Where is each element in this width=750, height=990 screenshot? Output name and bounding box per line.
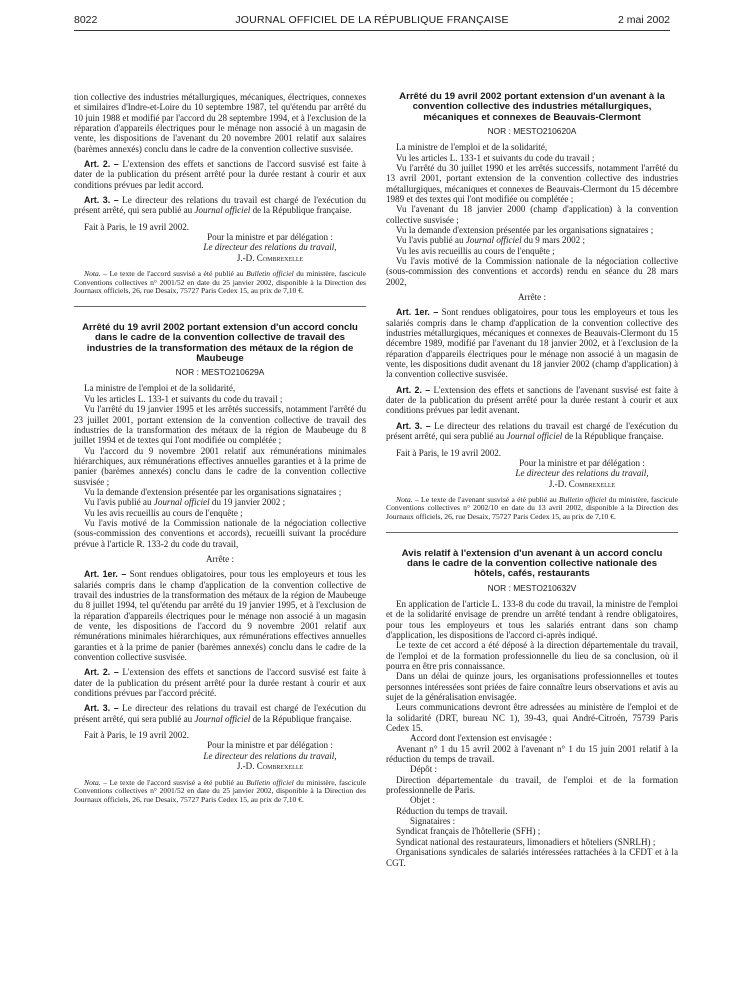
signatory-name: J.-D. Combrexelle [548,478,616,489]
visa-line [74,497,366,507]
article-text: L'extension des effets et sanctions de l'avenant susvisé est faite à dater de la publication du présent arrêté pour la durée restant à courir et aux conditions prévues par ledit avenant. [386,384,678,416]
nota-label: Nota. [396,494,413,504]
signature-line: Pour la ministre et par délégation : [207,232,333,243]
visa-line: Vu l'arrêté du 30 juillet 1990 et les arrêtés successifs, notamment l'arrêté du 13 avril 2001, portant extension de la convention collective des industries métallurgiques, mécaniques et connexes de Beauvais-Clermont du 15 décembre 1989 et des textes qui l'ont modifiée ou complétée ; [386,162,678,204]
signatory-name: J.-D. Combrexelle [236,252,304,263]
visa-line: Vu les avis recueillis au cours de l'enquête ; [84,507,243,518]
page-number: 8022 [74,14,98,26]
article-label: Art. 1er. – [84,569,127,580]
article-text: de la République française. [252,713,352,724]
objet-label: Objet : [410,795,436,806]
signatory-name: J.-D. Combrexelle [236,761,304,772]
visa-line: Vu l'accord du 9 novembre 2001 relatif aux rémunérations minimales hiérarchiques, aux rémunérations effectives annuelles garanties et à la prime de panier (barèmes annexés) conclu dans le cadre de la convention collective susvisée ; [74,445,366,487]
journal-title: JOURNAL OFFICIEL DE LA RÉPUBLIQUE FRANÇAISE [235,14,509,26]
journal-reference: Journal officiel [506,431,563,442]
article-1 [74,569,366,662]
signataire-item: Organisations syndicales de salariés intéressées rattachées à la CFDT et à la CGT. [386,847,678,868]
arrete-title: Arrêté du 19 avril 2002 portant extension d'un avenant à la convention collective des industries métallurgiques, mécaniques et connexes de Beauvais-Clermont [399,91,665,123]
signataire-item: Syndicat national des restaurateurs, limonadiers et hôteliers (SNRLH) ; [396,836,656,847]
nota-label: Nota. [84,269,101,279]
article-text: L'extension des effets et sanctions de l'accord susvisé est faite à dater de la publication du présent arrêté pour la durée restant à courir et aux conditions prévues par ledit accord. [74,159,366,190]
objet-text: Réduction du temps de travail. [396,805,508,816]
signataire-item: Syndicat français de l'hôtellerie (SFH) ; [396,826,541,837]
visa-line: La ministre de l'emploi et de la solidarité, [396,142,548,153]
signatory-title: Le directeur des relations du travail, [203,242,337,253]
arrete-heading: Arrête : [517,292,547,303]
issue-date: 2 mai 2002 [618,14,670,26]
signataires-label: Signataires : [410,816,456,827]
article-3 [386,421,678,442]
avis-paragraph: Leurs communications devront être adressées au ministère de l'emploi et de la solidarité (DRT, bureau NC 1), 39-43, quai André-Citroën, 75739 Paris Cedex 15. [386,702,678,734]
nor-reference: NOR : MESTO210632V [487,582,577,593]
avis-title: Avis relatif à l'extension d'un avenant à un accord conclu dans le cadre de la convention collective nationale des hôtels, cafés, restaurants [401,547,663,580]
visa-text: du 9 mars 2002 ; [523,235,586,246]
arrete-title: Arrêté du 19 avril 2002 portant extension d'un accord conclu dans le cadre de la convention collective de travail des industries de la transformation des métaux de la région de Maubeuge [82,321,358,364]
avis-paragraph: Avenant n° 1 du 15 avril 2002 à l'avenant n° 1 du 15 juin 2001 relatif à la réduction du temps de travail. [386,743,678,765]
bulletin-reference: Bulletin officiel [246,269,294,279]
nota-text: du ministère, fascicule Conventions collectives n° 2001/52 en date du 25 janvier 2002, disponible à la Direction des Journaux officiels, 26, rue Desaix, 75727 Paris Cedex 15, au prix de 7,10 €. [74,777,366,804]
article-label: Art. 2. – [396,384,431,395]
journal-reference: Journal officiel [194,713,251,724]
article-2 [74,667,366,698]
nor-reference: NOR : MESTO210629A [175,367,265,378]
signature-place-date: Fait à Paris, le 19 avril 2002. [396,447,502,458]
section-divider [386,522,678,533]
article-text: L'extension des effets et sanctions de l'accord susvisé est faite à dater de la publication du présent arrêté pour la durée restant à courir et aux conditions prévues par l'accord précité. [74,667,366,699]
depot-text: Direction départementale du travail, de l'emploi et de la formation professionnelle de Paris. [386,774,678,796]
article-text: Sont rendues obligatoires, pour tous les employeurs et tous les salariés compris dans le champ d'application de la convention collective de travail des industries de la transformation des métaux de la région de Maubeuge du 8 juillet 1994, tel qu'étendu par arrêté du 19 janvier 1995, et à l'exclusion de la réparation d'appareils électriques pour le ménage non associé à un magasin de vente, les dispositions de l'accord du 9 novembre 2001 relatif aux rémunérations minimales hiérarchiques, aux rémunérations effectives annuelles garanties et à la prime de panier (barèmes annexés) conclu dans le cadre de la convention collective susvisée. [74,569,366,663]
signature-line: Pour la ministre et par délégation : [519,457,645,468]
article-text: Sont rendues obligatoires, pour tous les employeurs et tous les salariés compris dans le champ d'application de la convention collective des industries métallurgiques, mécaniques et connexes de Beauvais-Clermont du 15 décembre 1989, modifié par l'avenant du 18 janvier 2002, et à l'exclusion de la réparation d'appareils électriques pour le ménage non associé à un magasin de vente, les dispositions dudit avenant du 18 janvier 2002 (champ d'application) à la convention collective susvisée. [386,307,678,380]
article-3 [74,195,366,216]
visa-line: Vu les articles L. 133-1 et suivants du code du travail ; [84,393,283,404]
page-header [74,14,670,31]
article-2 [74,159,366,190]
article-3 [74,703,366,724]
nota-note [386,496,678,522]
avis-paragraph: En application de l'article L. 133-8 du code du travail, la ministre de l'emploi et de la solidarité envisage de prendre un arrêté tendant à rendre obligatoires, pour tous les employeurs et tous les salariés entrant dans son champ d'application, les dispositions de l'accord ci-après indiqué. [386,598,678,640]
journal-reference: Journal officiel [194,205,251,216]
article-label: Art. 3. – [396,420,431,431]
nota-text: – Le texte de l'accord susvisé a été publié au [103,777,244,787]
nota-text: – Le texte de l'accord susvisé a été publié au [103,269,244,279]
article-label: Art. 3. – [84,195,119,206]
visa-line: Vu les articles L. 133-1 et suivants du code du travail ; [396,152,595,163]
article-label: Art. 1er. – [396,307,439,318]
nota-label: Nota. [84,777,101,787]
article-text: de la République française. [564,431,664,442]
visa-text: Vu l'avis publié au [84,497,152,508]
signature-line: Pour la ministre et par délégation : [207,740,333,751]
article-text: de la République française. [252,205,352,216]
visa-line: Vu l'avenant du 18 janvier 2000 (champ d'application) à la convention collective susvisée ; [386,204,678,225]
visa-line [386,235,678,245]
bulletin-reference: Bulletin officiel [558,494,607,504]
avis-paragraph: Le texte de cet accord a été déposé à la direction départementale du travail, de l'emploi et de la formation professionnelle du lieu de sa conclusion, où il pourra en être pris connaissance. [386,640,678,671]
visa-line: Vu l'avis motivé de la Commission nationale de la négociation collective (sous-commission des conventions et accords) rendu en séance du 28 mars 2002, [386,256,678,287]
continued-text: tion collective des industries métallurgiques, mécaniques, électriques, connexes et similaires d'Indre-et-Loire du 10 septembre 1987, tel qu'étendu par arrêté du 10 juin 1988 et modifié par l'accord du 28 septembre 1994, et à l'exclusion de la réparation d'appareils électriques pour le ménage non associé à un magasin de vente, les dispositions de l'avenant du 20 novembre 2001 relatif aux salaires (barèmes annexés) conclu dans le cadre de la convention collective susvisée. [74,92,366,154]
avis-paragraph: Dans un délai de quinze jours, les organisations professionnelles et toutes personnes intéressées sont priées de faire connaître leurs observations et avis au sujet de la généralisation envisagée. [386,671,678,702]
bulletin-reference: Bulletin officiel [246,777,294,787]
visa-line: Vu la demande d'extension présentée par les organisations signataires ; [396,224,654,235]
article-text: Le directeur des relations du travail est chargé de l'exécution du présent arrêté, qui sera publié au [386,420,678,442]
article-2 [386,385,678,416]
nor-reference: NOR : MESTO210620A [487,125,577,136]
nota-note [74,779,366,805]
article-1 [386,307,678,379]
visa-line: La ministre de l'emploi et de la solidarité, [84,383,236,394]
depot-label: Dépôt : [410,764,438,775]
visa-line: Vu la demande d'extension présentée par les organisations signataires ; [84,486,342,497]
visa-text: Vu l'avis publié au [396,235,464,246]
nota-text: – Le texte de l'avenant susvisé a été publié au [414,494,557,504]
right-column [386,92,678,868]
nota-note [74,270,366,296]
article-label: Art. 3. – [84,703,119,714]
article-text: Le directeur des relations du travail est chargé de l'exécution du présent arrêté, qui sera publié au [74,703,366,724]
signatory-title: Le directeur des relations du travail, [203,750,337,761]
visa-text: du 19 janvier 2002 ; [211,497,286,508]
signatory-title: Le directeur des relations du travail, [515,468,649,479]
article-text: Le directeur des relations du travail est chargé de l'exécution du présent arrêté, qui sera publié au [74,195,366,216]
article-label: Art. 2. – [84,667,119,678]
visa-line: Vu l'avis motivé de la Commission nationale de la négociation collective (sous-commission des conventions et accords), recueilli suivant la procédure prévue à l'article R. 133-2 du code du travail, [74,517,366,549]
nota-text: du ministère, fascicule Conventions collectives n° 2002/10 en date du 13 avril 2002, disponible à la Direction des Journaux officiels, 26, rue Desaix, 75727 Paris Cedex 15, au prix de 7,10 €. [386,494,679,522]
left-column [74,92,366,804]
article-label: Art. 2. – [84,159,119,170]
section-divider [74,296,366,307]
journal-reference: Journal officiel [153,497,210,508]
arrete-heading: Arrête : [205,553,235,564]
visa-line: Vu l'arrêté du 19 janvier 1995 et les arrêtés successifs, notamment l'arrêté du 23 juillet 2001, portant extension de la convention collective de travail des industries de la transformation des métaux de la région de Maubeuge du 8 juillet 1994 et de textes qui l'ont modifiée ou complétée ; [74,404,366,446]
signature-place-date: Fait à Paris, le 19 avril 2002. [84,730,190,741]
avis-paragraph: Accord dont l'extension est envisagée : [410,733,552,744]
visa-line: Vu les avis recueillis au cours de l'enquête ; [396,245,555,256]
journal-reference: Journal officiel [465,235,522,246]
signature-place-date: Fait à Paris, le 19 avril 2002. [84,221,190,232]
nota-text: du ministère, fascicule Conventions collectives n° 2001/52 en date du 25 janvier 2002, disponible à la Direction des Journaux officiels, 26, rue Desaix, 75727 Paris Cedex 15, au prix de 7,10 €. [74,269,366,296]
